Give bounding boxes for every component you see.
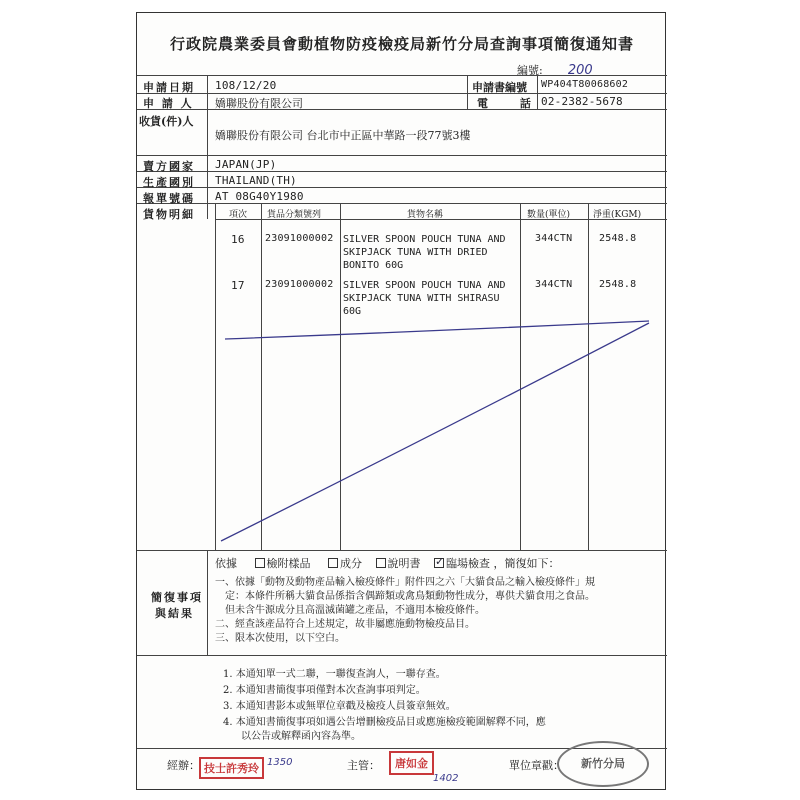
declaration-no-label: 報單號碼 [143,192,195,205]
goods-code-17: 23091000002 [265,279,334,290]
basis-suffix: ，簡復如下： [493,557,560,570]
checked-checkbox-icon [434,558,444,568]
seller-country-label: 賣方國家 [143,160,195,173]
checkbox-icon [376,558,386,568]
origin-country-value: THAILAND(TH) [215,174,297,187]
checkbox-icon [255,558,265,568]
col-header-weight: 淨重(KGM) [593,210,642,220]
note-2: 2. 本通知書簡復事項僅對本次查詢事項判定。 [223,685,426,696]
reply-line-2: 定：本條件所稱大貓食品係指含偶蹄類或禽鳥類動物性成分，專供犬貓食用之食品。 [225,591,595,602]
reply-line-3: 但未含牛源成分且高溫滅菌罐之產品，不適用本檢疫條件。 [225,605,485,616]
consignee-value: 嬌聯股份有限公司 台北市中正區中華路一段77號3樓 [215,129,471,142]
reply-label-2: 與結果 [155,607,194,620]
goods-weight-16: 2548.8 [599,233,637,244]
goods-weight-17: 2548.8 [599,279,637,290]
goods-qty-16: 344CTN [535,233,573,244]
option-ingredient[interactable]: 成分 [328,557,362,570]
declaration-no-value: AT 08G40Y1980 [215,190,304,203]
goods-item-16: 16 [231,233,245,246]
col-header-qty: 數量(單位) [527,210,571,220]
supervisor-stamp: 唐如金 [389,751,434,775]
handler-note: 1350 [267,757,293,768]
note-1: 1. 本通知單一式二聯，一聯復查詢人，一聯存查。 [223,669,446,680]
goods-detail-label: 貨物明細 [143,208,195,221]
serial-number: 編號: 200 [517,63,593,78]
app-no-value: WP404T80068602 [541,79,629,90]
note-4: 4. 本通知書簡復事項如遇公告增刪檢疫品目或應施檢疫範圍解釋不同，應 [223,717,546,728]
apply-date-label: 申請日期 [143,81,195,94]
reply-line-5: 三、限本次使用，以下空白。 [215,633,345,644]
reply-line-1: 一、依據「動物及動物產品輸入檢疫條件」附件四之六「大貓食品之輸入檢疫條件」規 [215,577,595,588]
goods-code-16: 23091000002 [265,233,334,244]
option-manual[interactable]: 說明書 [376,557,421,570]
supervisor-note: 1402 [433,773,459,784]
applicant-label: 申 請 人 [143,97,194,110]
goods-name-17: SILVER SPOON POUCH TUNA AND SKIPJACK TUNA WITH SHIRASU 60G [343,280,506,317]
apply-date-value: 108/12/20 [215,79,277,92]
goods-name-16: SILVER SPOON POUCH TUNA AND SKIPJACK TUNA WITH DRIED BONITO 60G [343,234,506,271]
note-5: 以公告或解釋函內容為準。 [241,731,361,742]
consignee-label: 收貨(件)人 [139,115,194,128]
col-header-item: 項次 [229,210,248,220]
seller-country-value: JAPAN(JP) [215,158,277,171]
unit-label: 單位章戳： [509,759,564,772]
applicant-value: 嬌聯股份有限公司 [215,97,303,110]
document-title: 行政院農業委員會動植物防疫檢疫局新竹分局查詢事項簡復通知書 [169,35,634,53]
handler-label: 經辦： [167,759,200,772]
handler-stamp: 技士許秀玲 [199,757,264,779]
reply-label-1: 簡復事項 [151,591,203,604]
note-3: 3. 本通知書影本或無單位章戳及檢疫人員簽章無效。 [223,701,456,712]
col-header-code: 貨品分類號列 [267,210,322,220]
phone-value: 02-2382-5678 [541,95,623,108]
supervisor-label: 主管： [347,759,380,772]
goods-item-17: 17 [231,279,245,292]
option-sample[interactable]: 檢附樣品 [255,557,311,570]
col-header-name: 貨物名稱 [407,210,444,220]
option-onsite[interactable]: ✓ 臨場檢查 [434,557,490,570]
app-no-label: 申請書編號 [472,81,527,94]
basis-row [215,555,560,571]
basis-label: 依據 [215,557,237,570]
checkbox-icon [328,558,338,568]
phone-label: 電 話 [477,97,545,110]
goods-qty-17: 344CTN [535,279,573,290]
notice-form [136,12,666,790]
reply-line-4: 二、經查該產品符合上述規定，故非屬應施動物檢疫品目。 [215,619,475,630]
unit-stamp: 新竹分局 [557,741,649,787]
origin-country-label: 生產國別 [143,176,195,189]
